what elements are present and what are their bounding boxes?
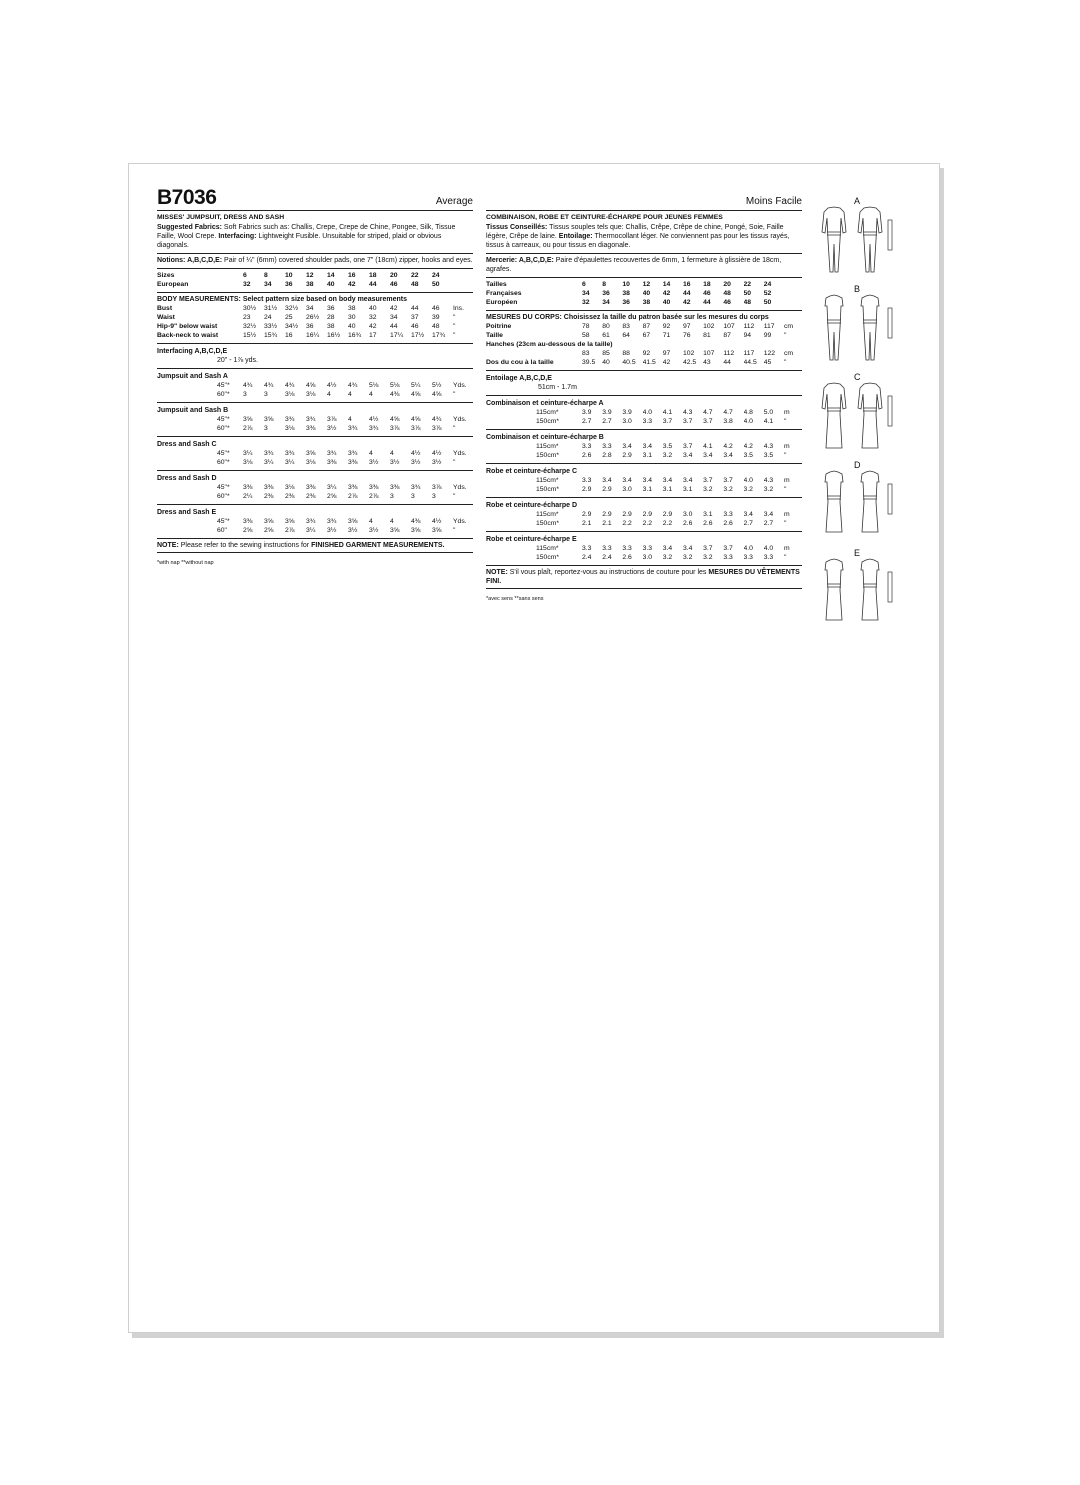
yardage-row: 150cm* 2.7 2.7 3.0 3.3 3.7 3.7 3.7 3.8 4.0 4.1 " bbox=[536, 418, 787, 425]
yardage-group bbox=[486, 497, 802, 528]
yardage-row: 45"* 3⅜ 3⅜ 3⅛ 3⅜ 3¼ 3⅜ 3⅜ 3⅜ 3¾ 3⅞ Yds. bbox=[217, 484, 467, 491]
fabrics-paragraph: Suggested Fabrics: Soft Fabrics such as: Challis, Crepe, Crepe de Chine, Pongee, Silk, Tissue Faille, Wool Crepe. Interfacing: Lightweight Fusible. Unsuitable for striped, plaid or obvious diagonals. bbox=[157, 224, 456, 249]
difficulty-level-fr: Moins Facile bbox=[745, 196, 802, 207]
yardage-row: 115cm* 3.3 3.3 3.3 3.3 3.4 3.4 3.7 3.7 4.0 4.0 m bbox=[536, 545, 790, 552]
footnote-fr: *avec sens **sans sens bbox=[486, 596, 544, 602]
sash-line bbox=[827, 496, 841, 499]
sizes-row: Sizes 6 8 10 12 14 16 18 20 22 24 bbox=[157, 272, 440, 279]
interfacing-amount-fr: 51cm - 1.7m bbox=[538, 384, 577, 391]
english-column bbox=[157, 188, 473, 568]
yardage-table bbox=[486, 510, 802, 528]
yardage-row: 150cm* 2.6 2.8 2.9 3.1 3.2 3.4 3.4 3.4 3.5 3.5 " bbox=[536, 452, 787, 459]
sash-line bbox=[863, 496, 877, 499]
yardage-row: 150cm* 2.1 2.1 2.2 2.2 2.2 2.6 2.6 2.6 2.7 2.7 " bbox=[536, 520, 787, 527]
sash-piece bbox=[888, 396, 892, 426]
hip-label-row: Hanches (23cm au-dessous de la taille) bbox=[486, 341, 613, 348]
yardage-group bbox=[486, 429, 802, 460]
yardage-row: 60"* 3⅛ 3¼ 3¼ 3⅛ 3⅜ 3⅜ 3½ 3½ 3½ 3½ " bbox=[217, 459, 456, 466]
back-view bbox=[861, 559, 879, 620]
body-row: Bust 30½ 31½ 32½ 34 36 38 40 42 44 46 Ins. bbox=[157, 305, 464, 312]
view-letter: D bbox=[854, 460, 861, 470]
body-row: Hip-9" below waist 32½ 33½ 34½ 36 38 40 42 44 46 48 " bbox=[157, 323, 456, 330]
body-row: Back-neck to waist 15½ 15¾ 16 16¼ 16½ 16¾ 17 17¼ 17½ 17¾ " bbox=[157, 332, 456, 339]
european-row: Européen 32 34 36 38 40 42 44 46 48 50 bbox=[486, 299, 772, 306]
yardage-groups-fr bbox=[486, 395, 802, 562]
view-a bbox=[812, 196, 878, 284]
interfacing-amount: 20" - 1⅞ yds. bbox=[217, 357, 259, 364]
sash-line bbox=[827, 408, 841, 411]
sash-line bbox=[827, 584, 841, 587]
yardage-row: 45"* 3⅝ 3⅝ 3¾ 3¾ 3⅞ 4 4½ 4⅝ 4⅝ 4¾ Yds. bbox=[217, 416, 467, 423]
yardage-group-title: Dress and Sash D bbox=[157, 475, 217, 482]
yardage-row: 60"* 3 3 3⅛ 3⅛ 4 4 4 4⅜ 4⅝ 4⅝ " bbox=[217, 391, 456, 398]
yardage-row: 115cm* 2.9 2.9 2.9 2.9 2.9 3.0 3.1 3.3 3.4 3.4 m bbox=[536, 511, 790, 518]
sash-piece bbox=[888, 484, 892, 514]
sizes-row: Tailles 6 8 10 12 14 16 18 20 22 24 bbox=[486, 281, 772, 288]
garment-sketch bbox=[816, 202, 916, 282]
yardage-row: 45"* 4¾ 4¾ 4¾ 4⅝ 4½ 4¾ 5⅛ 5⅛ 5¼ 5½ Yds. bbox=[217, 382, 467, 389]
hip-row: 83 85 88 92 97 102 107 112 117 122 cm bbox=[582, 350, 794, 357]
interfacing-heading-fr: Entoilage A,B,C,D,E bbox=[486, 375, 552, 382]
yardage-row: 150cm* 2.9 2.9 3.0 3.1 3.1 3.1 3.2 3.2 3.2 3.2 " bbox=[536, 486, 787, 493]
yardage-group bbox=[486, 463, 802, 494]
sash-line bbox=[827, 320, 841, 323]
yardage-table bbox=[486, 476, 802, 494]
yardage-row: 115cm* 3.3 3.4 3.4 3.4 3.4 3.4 3.7 3.7 4.0 4.3 m bbox=[536, 477, 790, 484]
difficulty-level: Average bbox=[435, 196, 473, 207]
yardage-row: 60"* 2¼ 2⅜ 2⅜ 2⅜ 2⅝ 2⅞ 2⅞ 3 3 3 " bbox=[217, 493, 456, 500]
view-letter: B bbox=[854, 284, 861, 294]
yardage-row: 45"* 3⅜ 3⅝ 3⅝ 3¾ 3¾ 3⅝ 4 4 4⅜ 4½ Yds. bbox=[217, 518, 467, 525]
yardage-table bbox=[157, 415, 473, 433]
sash-piece bbox=[888, 308, 892, 338]
interfacing-heading: Interfacing A,B,C,D,E bbox=[157, 348, 228, 355]
yardage-row: 60"* 2⅞ 3 3⅛ 3⅜ 3½ 3¾ 3¾ 3⅞ 3⅞ 3⅞ " bbox=[217, 425, 456, 432]
back-row: Dos du cou à la taille 39.5 40 40.5 41.5 42 42.5 43 44 44.5 45 " bbox=[486, 359, 787, 366]
garment-sketch bbox=[816, 466, 916, 546]
pattern-title-fr: COMBINAISON, ROBE ET CEINTURE-ÉCHARPE POUR JEUNES FEMMES bbox=[486, 214, 723, 221]
yardage-group-title: Dress and Sash E bbox=[157, 509, 217, 516]
body-row: Waist 23 24 25 26½ 28 30 32 34 37 39 " bbox=[157, 314, 456, 321]
front-view bbox=[825, 471, 843, 532]
back-view bbox=[858, 383, 882, 448]
front-view bbox=[822, 383, 846, 448]
european-row: European 32 34 36 38 40 42 44 46 48 50 bbox=[157, 281, 440, 288]
pattern-title: MISSES' JUMPSUIT, DRESS AND SASH bbox=[157, 214, 285, 221]
view-letter: A bbox=[854, 196, 861, 206]
footnote: *with nap **without nap bbox=[157, 560, 214, 566]
french-header bbox=[486, 188, 802, 211]
sash-line bbox=[863, 232, 877, 235]
back-view bbox=[858, 207, 882, 272]
note-fr: NOTE: S'il vous plaît, reportez-vous au instructions de couture pour les MESURES DU VÊTEMENTS FINI. bbox=[486, 565, 802, 589]
yardage-groups bbox=[157, 368, 473, 535]
view-illustrations bbox=[812, 196, 878, 636]
front-view bbox=[825, 559, 843, 620]
view-letter: E bbox=[854, 548, 861, 558]
view-letter: C bbox=[854, 372, 861, 382]
sash-piece bbox=[888, 572, 892, 602]
yardage-group-title: Robe et ceinture-écharpe C bbox=[486, 468, 578, 475]
yardage-row: 45"* 3¼ 3¾ 3¾ 3⅝ 3¾ 3¾ 4 4 4½ 4½ Yds. bbox=[217, 450, 467, 457]
view-b bbox=[812, 284, 878, 372]
yardage-group-title: Jumpsuit and Sash A bbox=[157, 373, 228, 380]
view-e bbox=[812, 548, 878, 636]
yardage-group bbox=[157, 402, 473, 433]
yardage-table bbox=[157, 483, 473, 501]
yardage-row: 115cm* 3.9 3.9 3.9 4.0 4.1 4.3 4.7 4.7 4.8 5.0 m bbox=[536, 409, 790, 416]
sash-line bbox=[863, 320, 877, 323]
back-view bbox=[861, 295, 879, 360]
yardage-group-title: Robe et ceinture-écharpe D bbox=[486, 502, 578, 509]
body-heading: BODY MEASUREMENTS: Select pattern size based on body measurements bbox=[157, 296, 407, 303]
body-heading-fr: MESURES DU CORPS: Choisissez la taille du patron basée sur les mesures du corps bbox=[486, 314, 769, 321]
french-column bbox=[486, 188, 802, 604]
yardage-table bbox=[157, 449, 473, 467]
body-measurements-table-fr bbox=[486, 322, 802, 367]
english-header bbox=[157, 188, 473, 211]
back-view bbox=[861, 471, 879, 532]
yardage-row: 115cm* 3.3 3.3 3.4 3.4 3.5 3.7 4.1 4.2 4.2 4.3 m bbox=[536, 443, 790, 450]
yardage-group bbox=[157, 504, 473, 535]
yardage-group bbox=[157, 436, 473, 467]
yardage-table bbox=[486, 408, 802, 426]
view-c bbox=[812, 372, 878, 460]
yardage-row: 60" 2⅝ 2⅝ 2⅞ 3¼ 3½ 3½ 3½ 3⅝ 3⅝ 3⅝ " bbox=[217, 527, 456, 534]
notions-paragraph: Notions: A,B,C,D,E: Pair of ¼" (6mm) covered shoulder pads, one 7" (18cm) zipper, hooks and eyes. bbox=[157, 253, 473, 265]
front-view bbox=[822, 207, 846, 272]
yardage-group-title: Combinaison et ceinture-écharpe B bbox=[486, 434, 604, 441]
yardage-group bbox=[486, 395, 802, 426]
front-view bbox=[825, 295, 843, 360]
body-measurements-table bbox=[157, 304, 473, 340]
view-d bbox=[812, 460, 878, 548]
body-row: Poitrine 78 80 83 87 92 97 102 107 112 117 cm bbox=[486, 323, 794, 330]
french-sizes-row: Françaises 34 36 38 40 42 44 46 48 50 52 bbox=[486, 290, 772, 297]
garment-sketch bbox=[816, 378, 916, 458]
notions-paragraph-fr: Mercerie: A,B,C,D,E: Paire d'épaulettes recouvertes de 6mm, 1 fermeture à glissière de 18cm, agrafes. bbox=[486, 253, 802, 274]
sizes-table-fr bbox=[486, 280, 802, 307]
yardage-group bbox=[157, 368, 473, 399]
body-row: Taille 58 61 64 67 71 76 81 87 94 99 " bbox=[486, 332, 787, 339]
garment-sketch bbox=[816, 554, 916, 634]
sizes-table bbox=[157, 271, 473, 289]
yardage-group-title: Robe et ceinture-écharpe E bbox=[486, 536, 577, 543]
sash-line bbox=[863, 584, 877, 587]
yardage-table bbox=[486, 544, 802, 562]
sash-line bbox=[863, 408, 877, 411]
fabrics-paragraph-fr: Tissus Conseillés: Tissus souples tels que: Challis, Crêpe, Crêpe de chine, Pongé, Soie, Faille légère, Crêpe de laine. Entoilage: Thermocollant léger. Ne conviennent pas pour les tissus rayés, tissus à carreaux, ou pour tissus en diagonale. bbox=[486, 224, 790, 249]
sash-piece bbox=[888, 220, 892, 250]
yardage-group-title: Jumpsuit and Sash B bbox=[157, 407, 229, 414]
pattern-code: B7036 bbox=[157, 186, 217, 209]
yardage-group-title: Dress and Sash C bbox=[157, 441, 217, 448]
note: NOTE: Please refer to the sewing instructions for FINISHED GARMENT MEASUREMENTS. bbox=[157, 538, 473, 553]
yardage-row: 150cm* 2.4 2.4 2.6 3.0 3.2 3.2 3.2 3.3 3.3 3.3 " bbox=[536, 554, 787, 561]
yardage-table bbox=[157, 381, 473, 399]
yardage-group-title: Combinaison et ceinture-écharpe A bbox=[486, 400, 604, 407]
yardage-table bbox=[486, 442, 802, 460]
yardage-group bbox=[157, 470, 473, 501]
yardage-table bbox=[157, 517, 473, 535]
garment-sketch bbox=[816, 290, 916, 370]
sash-line bbox=[827, 232, 841, 235]
yardage-group bbox=[486, 531, 802, 562]
